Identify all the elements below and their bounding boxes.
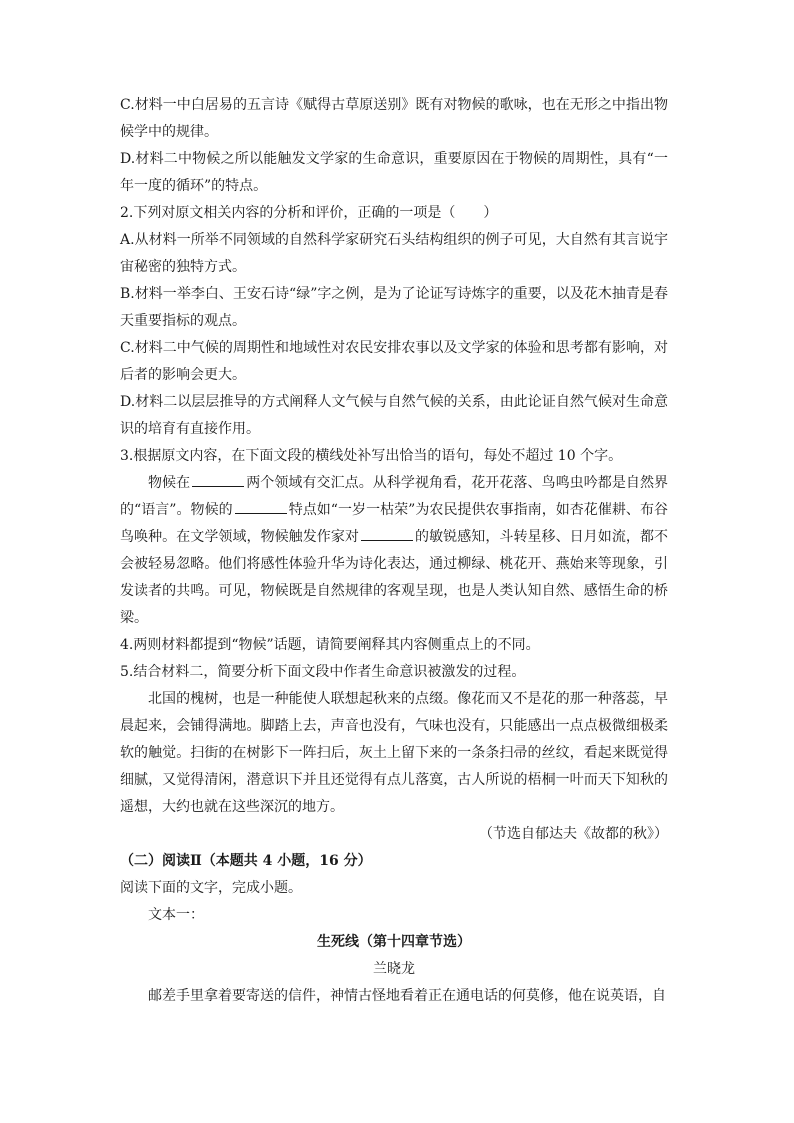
q1-option-c: C.材料一中白居易的五言诗《赋得古草原送别》既有对物候的歌咏，也在无形之中指出物候学中的规律。 <box>120 97 668 140</box>
fill-blank-1[interactable] <box>192 472 244 487</box>
q4-stem: 4.两则材料都提到“物候”话题，请简要阐释其内容侧重点上的不同。 <box>120 637 540 653</box>
article-first-paragraph: 邮差手里拿着要寄送的信件，神情古怪地看着正在通电话的何莫修，他在说英语，自 <box>148 988 666 1004</box>
document-page <box>120 92 668 1010</box>
article-title: 生死线（第十四章节选） <box>317 934 471 950</box>
fill-blank-3[interactable] <box>361 526 413 541</box>
fill-blank-2[interactable] <box>235 499 287 514</box>
q3-stem: 3.根据原文内容，在下面文段的横线处补写出恰当的语句，每处不超过 10 个字。 <box>120 448 623 464</box>
q5-stem: 5.结合材料二，简要分析下面文段中作者生命意识被激发的过程。 <box>120 664 526 680</box>
q1-option-d: D.材料二中物候之所以能触发文学家的生命意识，重要原因在于物候的周期性，具有“一年一度的循环”的特点。 <box>120 151 668 194</box>
q3-passage-part1: 物候在 <box>148 475 191 491</box>
section2-heading: （二）阅读Ⅱ（本题共 4 小题，16 分） <box>120 853 372 869</box>
q3-passage-part2: 两个领域有交汇点。从科学视角看，花开花落、鸟鸣虫吟都是自然界的“语言”。物候的 <box>120 475 669 518</box>
q2-option-a: A.从材料一所举不同领域的自然科学家研究石头结构组织的例子可见，大自然有其言说宇宙秘密的独特方式。 <box>120 232 668 275</box>
q3-passage-part4: 的敏锐感知，斗转星移、日月如流，都不会被轻易忽略。他们将感性体验升华为诗化表达，通过柳绿、桃花开、燕始来等现象，引发读者的共鸣。可见，物候既是自然规律的客观呈现，也是人类认知自然、感悟生命的桥梁。 <box>120 529 669 626</box>
q3-passage <box>120 470 668 632</box>
q5-source: （节选自郁达夫《故都的秋》） <box>479 826 668 842</box>
q5-passage: 北国的槐树，也是一种能使人联想起秋来的点缀。像花而又不是花的那一种落蕊，早晨起来，会铺得满地。脚踏上去，声音也没有，气味也没有，只能感出一点点极微细极柔软的触觉。扫街的在树影下一阵扫后，灰土上留下来的一条条扫帚的丝纹，看起来既觉得细腻，又觉得清闲，潜意识下并且还觉得有点儿落寞，古人所说的梧桐一叶而天下知秋的遥想，大约也就在这些深沉的地方。 <box>120 691 668 815</box>
q3-passage-part3: 特点如“一岁一枯荣”为农民提供农事指南，如杏花催耕、布谷鸟唤种。在文学领域，物候触发作家对 <box>120 502 668 545</box>
q2-option-d: D.材料二以层层推导的方式阐释人文气候与自然气候的关系，由此论证自然气候对生命意识的培育有直接作用。 <box>120 394 668 437</box>
section2-instruction: 阅读下面的文字，完成小题。 <box>120 880 302 896</box>
q2-stem: 2.下列对原文相关内容的分析和评价，正确的一项是（ ） <box>120 205 498 221</box>
article-author: 兰晓龙 <box>373 961 415 977</box>
text-label: 文本一： <box>148 907 204 923</box>
q2-option-c: C.材料二中气候的周期性和地域性对农民安排农事以及文学家的体验和思考都有影响，对后者的影响会更大。 <box>120 340 668 383</box>
q2-option-b: B.材料一举李白、王安石诗“绿”字之例，是为了论证写诗炼字的重要，以及花木抽青是春天重要指标的观点。 <box>120 286 668 329</box>
